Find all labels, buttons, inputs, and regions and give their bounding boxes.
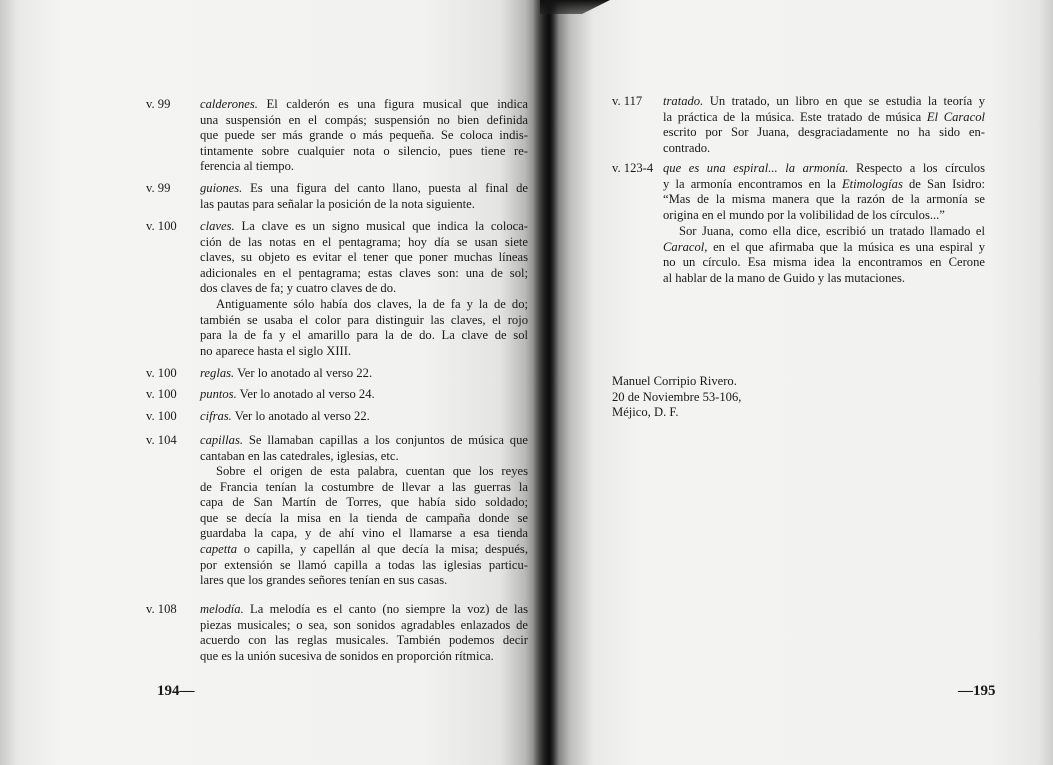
text-run: Antiguamente sólo había dos claves, la de fa y la de do; [216, 297, 528, 311]
text-run: capa de San Martín de Torres, que había sido soldado; [200, 495, 528, 510]
text-run: Se llamaban capillas a los conjuntos de música que [243, 433, 528, 447]
text-run: tintamente sobre cualquier nota o silencio, pues tiene re- [200, 143, 528, 158]
signature-name: Manuel Corripio Rivero. [612, 374, 737, 388]
text-run: una suspensión en el compás; suspensión no bien definida [200, 112, 528, 127]
text-run: acuerdo con las reglas musicales. También podemos decir [200, 633, 528, 648]
text-line [200, 633, 528, 649]
text-line [200, 313, 528, 329]
note-paragraph [200, 297, 528, 359]
text-line [200, 542, 528, 558]
text-run: Sor Juana, como ella dice, escribió un tratado llamado el [679, 224, 985, 238]
text-run: capetta o capilla, y capellán al que decía la misa; después, [200, 541, 528, 556]
text-run: escrito por Sor Juana, desgraciadamente no ha sido en- [663, 125, 985, 140]
text-line [200, 558, 528, 574]
text-line [200, 433, 528, 449]
text-run: Un tratado, un libro en que se estudia la teoría y [703, 94, 985, 108]
text-run: origina en el mundo por la volibilidad de los círculos...” [663, 207, 945, 222]
text-line [200, 266, 528, 282]
verse-reference: v. 100 [146, 409, 177, 423]
signature-block [612, 374, 741, 421]
text-line [663, 110, 985, 126]
text-line [663, 208, 985, 224]
text-line [663, 224, 985, 240]
text-line [200, 495, 528, 511]
text-run: al hablar de la mano de Guido y las mutaciones. [663, 270, 906, 285]
text-line [663, 255, 985, 271]
text-run: de Francia tenían la costumbre de llevar a las guerras la [200, 479, 528, 494]
text-run: piezas musicales; o sea, son sonidos agradables enlazados de [200, 617, 528, 632]
text-line [200, 328, 528, 344]
text-run: por extensión se llamó capilla a todas las iglesias particu- [200, 557, 528, 572]
verse-reference: v. 99 [146, 181, 171, 195]
text-line [663, 94, 985, 110]
text-run: y la armonía encontramos en la Etimologías de San Isidro: [663, 176, 985, 191]
verse-reference: v. 100 [146, 219, 177, 233]
text-run: La clave es un signo musical que indica la coloca- [234, 219, 528, 233]
text-line [200, 464, 528, 480]
text-line [200, 618, 528, 634]
text-line [200, 297, 528, 313]
text-line [200, 250, 528, 266]
text-run: claves, su objeto es evitar el tener que poner muchas líneas [200, 250, 528, 265]
verse-reference: v. 100 [146, 366, 177, 380]
text-run: lares que los grandes señores tenían en sus casas. [200, 573, 448, 588]
verse-reference: v. 117 [612, 94, 643, 108]
text-run: no un círculo. Esa misma idea la encontramos en Cerone [663, 255, 985, 270]
text-run: guardaba la capa, y de ahí vino el llamarse a esa tienda [200, 526, 528, 541]
text-run: dos claves de fa; y cuatro claves de do. [200, 281, 397, 296]
text-run: Ver lo anotado al verso 22. [234, 366, 373, 380]
text-line [200, 449, 528, 465]
text-line [200, 181, 528, 197]
text-run: no aparece hasta el siglo XIII. [200, 343, 352, 358]
text-run: Ver lo anotado al verso 22. [231, 409, 370, 423]
lemma-term: puntos. [200, 387, 237, 401]
text-line [200, 511, 528, 527]
text-line [200, 387, 528, 403]
lemma-term: guiones. [200, 181, 243, 195]
text-run: Respecto a los círculos [848, 161, 985, 175]
text-run: que se decía la misa en la tienda de campaña donde se [200, 510, 528, 525]
text-line [200, 219, 528, 235]
text-run: “Mas de la misma manera que la razón de la armonía se [663, 192, 985, 207]
text-run: Sobre el origen de esta palabra, cuentan que los reyes [216, 464, 528, 478]
text-line [200, 97, 528, 113]
lemma-term: claves. [200, 219, 235, 233]
note-entry [663, 161, 985, 223]
text-run: Ver lo anotado al verso 24. [236, 387, 375, 401]
verse-reference: v. 104 [146, 433, 177, 447]
note-entry [200, 366, 528, 382]
book-gutter [533, 0, 559, 765]
lemma-term: melodía. [200, 602, 244, 616]
text-line [200, 159, 528, 175]
text-line [200, 649, 528, 665]
text-line [200, 113, 528, 129]
text-line [200, 602, 528, 618]
note-entry [200, 219, 528, 297]
note-paragraph [200, 464, 528, 589]
text-run: La melodía es el canto (no siempre la voz) de las [243, 602, 528, 616]
verse-reference: v. 108 [146, 602, 177, 616]
text-line [200, 573, 528, 589]
lemma-term: tratado. [663, 94, 704, 108]
text-line [200, 480, 528, 496]
signature-address: 20 de Noviembre 53-106, [612, 389, 742, 404]
text-line [663, 141, 985, 157]
text-run: para la de fa y el amarillo para la de do. La clave de sol [200, 328, 528, 343]
text-line [200, 526, 528, 542]
text-line [200, 344, 528, 360]
verse-reference: v. 123-4 [612, 161, 654, 175]
text-run: cantaban en las catedrales, iglesias, etc. [200, 448, 399, 463]
text-run: que puede ser más grande o más pequeña. Se coloca indis- [200, 128, 528, 143]
text-run: ción de las notas en el pentagrama; hoy día se usan siete [200, 234, 528, 249]
signature-city: Méjico, D. F. [612, 405, 679, 420]
note-entry [200, 602, 528, 664]
text-run: las pautas para señalar la posición de la nota siguiente. [200, 196, 475, 211]
text-run: adicionales en el pentagrama; estas claves son: una de sol; [200, 265, 528, 280]
verse-reference: v. 100 [146, 387, 177, 401]
text-line [663, 271, 985, 287]
lemma-term: cifras. [200, 409, 232, 423]
note-paragraph [663, 224, 985, 286]
right-page-number: —195 [958, 683, 996, 699]
text-line [200, 144, 528, 160]
text-run: contrado. [663, 140, 711, 155]
text-line [200, 128, 528, 144]
note-entry [663, 94, 985, 156]
note-entry [200, 387, 528, 403]
text-line [200, 409, 528, 425]
text-line [200, 235, 528, 251]
text-line [663, 125, 985, 141]
text-line [200, 366, 528, 382]
note-entry [200, 97, 528, 175]
text-run: Caracol, en el que afirmaba que la música es una espiral y [663, 239, 985, 254]
text-line [200, 197, 528, 213]
note-entry [200, 181, 528, 212]
text-run: Es una figura del canto llano, puesta al final de [242, 181, 528, 195]
text-run: ferencia al tiempo. [200, 159, 295, 174]
text-line [663, 240, 985, 256]
verse-reference: v. 99 [146, 97, 171, 111]
text-run: la práctica de la música. Este tratado de música El Caracol [663, 109, 985, 124]
text-line [663, 161, 985, 177]
text-run: también se usaba el color para distinguir las claves, el rojo [200, 312, 528, 327]
note-entry [200, 433, 528, 464]
lemma-term: capillas. [200, 433, 244, 447]
text-run: El calderón es una figura musical que indica [257, 97, 528, 111]
left-page-number: 194— [157, 683, 195, 699]
text-line [663, 192, 985, 208]
text-line [200, 281, 528, 297]
lemma-term: calderones. [200, 97, 258, 111]
note-entry [200, 409, 528, 425]
lemma-term: reglas. [200, 366, 235, 380]
text-line [663, 177, 985, 193]
lemma-term: que es una espiral... la armonía. [663, 161, 849, 175]
text-run: que es la unión sucesiva de sonidos en proporción rítmica. [200, 648, 494, 663]
